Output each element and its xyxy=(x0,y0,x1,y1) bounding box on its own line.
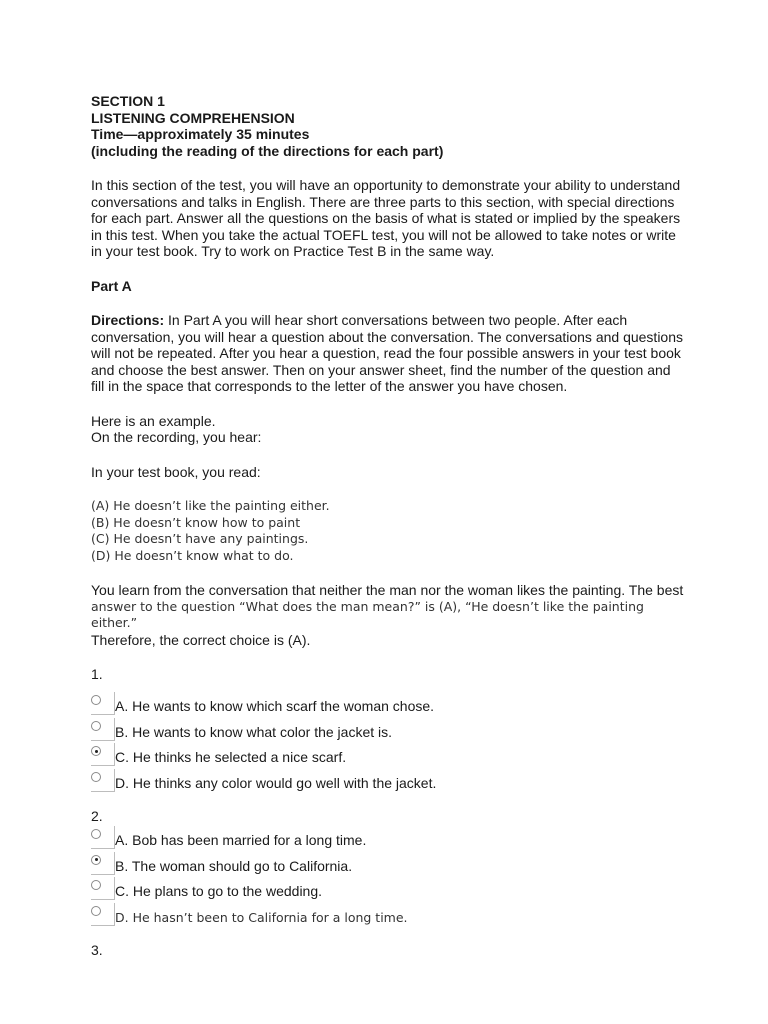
answer-option[interactable] xyxy=(91,718,691,744)
explanation-line: You learn from the conversation that neither the man nor the woman likes the painting. The best xyxy=(91,582,684,598)
radio-button[interactable] xyxy=(91,826,115,848)
radio-selected-icon[interactable] xyxy=(91,855,101,865)
intro-line: In this section of the test, you will have an opportunity to demonstrate your ability to understand xyxy=(91,177,681,193)
radio-unselected-icon[interactable] xyxy=(91,906,101,916)
option-label: A. Bob has been married for a long time. xyxy=(115,832,367,848)
intro-paragraph xyxy=(91,177,691,260)
example-intro: Here is an example. xyxy=(91,412,216,429)
example-choice: (A) He doesn’t like the painting either. xyxy=(91,498,330,513)
radio-unselected-icon[interactable] xyxy=(91,829,101,839)
option-label: B. He wants to know what color the jacket is. xyxy=(115,723,393,740)
example-choice: (C) He doesn’t have any paintings. xyxy=(91,531,309,546)
directions-line: conversation, you will hear a question about the conversation. The conversations and questions xyxy=(91,328,683,345)
option-label: D. He hasn’t been to California for a long time. xyxy=(115,909,408,925)
example-choice: (B) He doesn’t know how to paint xyxy=(91,514,301,530)
question-1 xyxy=(91,666,691,794)
directions-line: will not be repeated. After you hear a question, read the four possible answers in your test book xyxy=(91,345,681,361)
explanation-line: Therefore, the correct choice is (A). xyxy=(91,631,311,648)
answer-option[interactable] xyxy=(91,692,691,718)
answer-option[interactable] xyxy=(91,826,691,852)
question-3 xyxy=(91,942,691,958)
example-choices xyxy=(91,498,691,564)
directions-line xyxy=(91,312,691,329)
answer-option[interactable] xyxy=(91,769,691,795)
directions-line: and choose the best answer. Then on your answer sheet, find the number of the question and xyxy=(91,361,671,378)
option-label: B. The woman should go to California. xyxy=(115,857,353,874)
intro-line: for each part. Answer all the questions on the basis of what is stated or implied by the speakers xyxy=(91,210,681,226)
example-recording: On the recording, you hear: xyxy=(91,429,262,445)
document-page xyxy=(91,93,691,958)
question-2 xyxy=(91,808,691,928)
section-note: (including the reading of the directions for each part) xyxy=(91,142,444,159)
radio-button[interactable] xyxy=(91,877,115,899)
option-label: C. He plans to go to the wedding. xyxy=(115,883,323,899)
explanation-paragraph xyxy=(91,582,691,648)
radio-button[interactable] xyxy=(91,903,115,925)
radio-unselected-icon[interactable] xyxy=(91,880,101,890)
radio-button[interactable] xyxy=(91,852,115,874)
question-number: 3. xyxy=(91,942,103,958)
radio-unselected-icon[interactable] xyxy=(91,721,101,731)
question-number: 1. xyxy=(91,666,103,682)
answer-option[interactable] xyxy=(91,903,691,929)
answer-option[interactable] xyxy=(91,852,691,878)
answer-option[interactable] xyxy=(91,743,691,769)
answer-option[interactable] xyxy=(91,877,691,903)
radio-button[interactable] xyxy=(91,769,115,791)
directions-line: fill in the space that corresponds to the letter of the answer you have chosen. xyxy=(91,378,568,394)
directions-first: In Part A you will hear short conversations between two people. After each xyxy=(164,312,628,328)
example-choice: (D) He doesn’t know what to do. xyxy=(91,547,294,563)
section-time: Time—approximately 35 minutes xyxy=(91,126,310,142)
section-title: SECTION 1 xyxy=(91,93,165,109)
option-label: A. He wants to know which scarf the woman chose. xyxy=(115,698,435,714)
section-subtitle: LISTENING COMPREHENSION xyxy=(91,109,295,126)
intro-line: conversations and talks in English. There are three parts to this section, with special directions xyxy=(91,193,675,210)
explanation-line: answer to the question “What does the man mean?” is (A), “He doesn’t like the painting either.” xyxy=(91,598,644,630)
directions-paragraph xyxy=(91,312,691,395)
option-label: C. He thinks he selected a nice scarf. xyxy=(115,749,347,765)
radio-unselected-icon[interactable] xyxy=(91,772,101,782)
radio-button[interactable] xyxy=(91,718,115,740)
intro-line: in your test book. Try to work on Practice Test B in the same way. xyxy=(91,243,495,259)
radio-selected-icon[interactable] xyxy=(91,746,101,756)
question-number: 2. xyxy=(91,808,103,824)
radio-unselected-icon[interactable] xyxy=(91,695,101,705)
intro-line: in this test. When you take the actual TOEFL test, you will not be allowed to take notes or write xyxy=(91,226,676,243)
directions-label: Directions: xyxy=(91,312,165,328)
part-a-heading: Part A xyxy=(91,277,132,294)
radio-button[interactable] xyxy=(91,692,115,714)
option-label: D. He thinks any color would go well with the jacket. xyxy=(115,774,437,791)
radio-button[interactable] xyxy=(91,743,115,765)
example-read: In your test book, you read: xyxy=(91,463,261,480)
